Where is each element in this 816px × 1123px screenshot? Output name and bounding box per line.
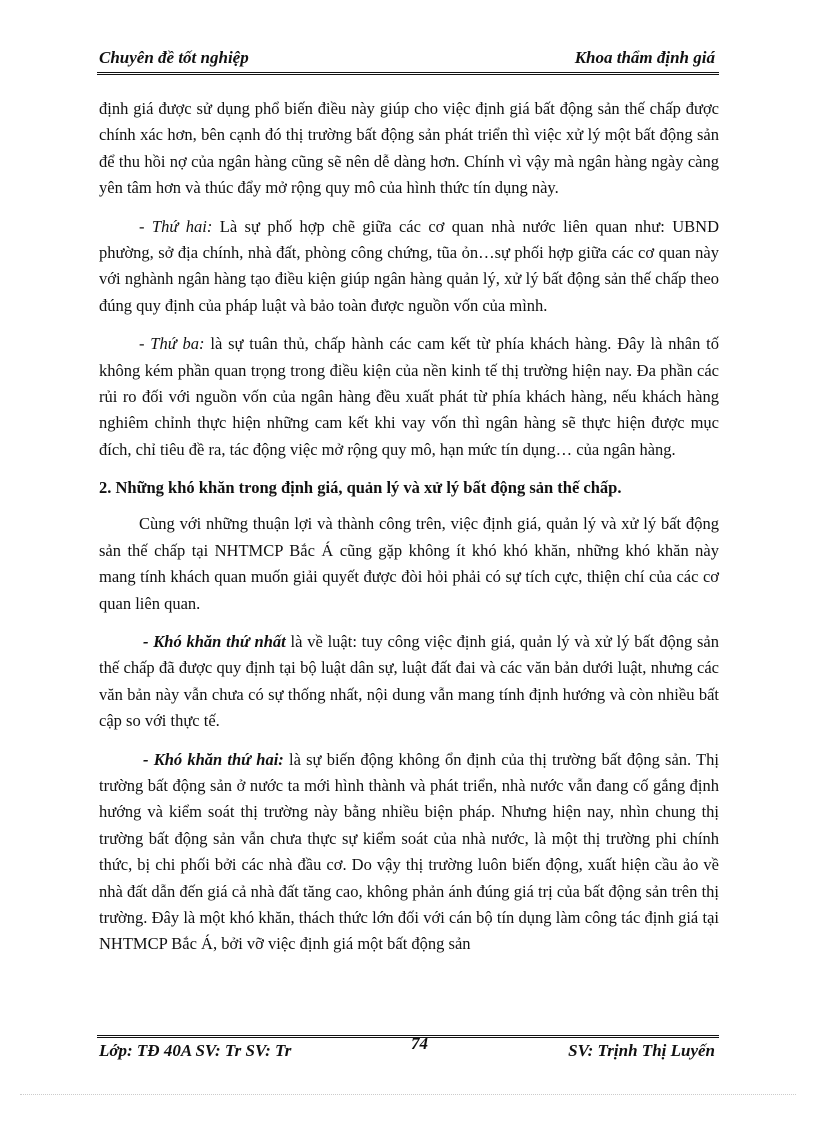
paragraph-6-text: là sự biến động không ổn định của thị trường bất động sản. Thị trường bất động sản ở nước ta mới hình thành và phát triển, nhà nước vẫn đang cố gắng định hướng và kiểm soát thị trường này bằng nhiều biện pháp. Nhưng hiện nay, nhìn chung thị trường bất động sản vẫn chưa thực sự kiểm soát của nhà nước, là một thị trường phi chính thức, bị chi phối bởi các nhà đầu cơ. Do vậy thị trường luôn biến động, xuất hiện cầu ảo về nhà đất dẫn đến giá cả nhà đất tăng cao, không phản ánh đúng giá trị của bất động sản trên thị trường. Đây là một khó khăn, thách thức lớn đối với cán bộ tín dụng làm công tác định giá tại NHTMCP Bắc Á, bởi vỡ việc định giá một bất động sản — [99, 749, 720, 954]
paragraph-5-lead: - Khó khăn thứ nhất — [143, 631, 286, 651]
page-header — [97, 46, 719, 75]
page-bottom-divider — [20, 1094, 796, 1095]
paragraph-5-text: là về luật: tuy công việc định giá, quản lý và xử lý bất động sản thế chấp đã được quy định tại bộ luật dân sự, luật đất đai và các văn bản dưới luật, nhưng các văn bản này vẫn chưa có sự thống nhất, nội dung vẫn mang tính định hướng và còn nhiều bất cập so với thực tế. — [99, 631, 719, 731]
paragraph-2-lead: - Thứ hai: — [139, 216, 213, 236]
footer-class-info: Lớp: TĐ 40A SV: Tr SV: Tr — [99, 1041, 292, 1060]
paragraph-4: Cùng với những thuận lợi và thành công trên, việc định giá, quản lý và xử lý bất động sản thế chấp tại NHTMCP Bắc Á cũng gặp không ít khó khó khăn, những khó khăn này mang tính khách quan muốn giải quyết được đòi hỏi phải có sự tích cực, thiện chí của các cơ quan liên quan. — [99, 514, 719, 613]
page-body — [99, 96, 719, 970]
section-heading: 2. Những khó khăn trong định giá, quản lý và xử lý bất động sản thế chấp. — [99, 478, 622, 498]
page-footer — [97, 1035, 719, 1066]
paragraph-6 — [99, 747, 719, 958]
paragraph-3-lead: - Thứ ba: — [139, 334, 205, 354]
paragraph-6-lead: - Khó khăn thứ hai: — [143, 749, 284, 769]
paragraph-5 — [99, 629, 719, 735]
paragraph-3 — [99, 331, 719, 463]
page-number: 74 — [411, 1034, 428, 1053]
paragraph-2-text: Là sự phố hợp chẽ giữa các cơ quan nhà nước liên quan như: UBND phường, sở địa chính, nhà đất, phòng công chứng, tũa ỏn…sự phối hợp giữa các cơ quan này với nghành ngân hàng tạo điều kiện giúp ngân hàng quản lý, xử lý bất động sản thế chấp theo đúng quy định của pháp luật và bảo toàn được nguồn vốn của mình. — [99, 216, 719, 315]
paragraph-2 — [99, 214, 719, 320]
paragraph-1: định giá được sử dụng phổ biến điều này giúp cho việc định giá bất động sản thế chấp được chính xác hơn, bên cạnh đó thị trường bất động sản phát triển thì việc xử lý một bất động sản để thu hồi nợ của ngân hàng cũng sẽ nên dễ dàng hơn. Chính vì vậy mà ngân hàng ngày càng yên tâm hơn và thúc đẩy mở rộng quy mô của hình thức tín dụng này. — [99, 99, 719, 198]
header-faculty: Khoa thẩm định giá — [574, 48, 715, 67]
paragraph-3-text: là sự tuân thủ, chấp hành các cam kết từ phía khách hàng. Đây là nhân tố không kém phần quan trọng trong điều kiện của nền kinh tế thị trường hiện nay. Đa phần các rủi ro đối với nguồn vốn của ngân hàng đều xuất phát từ phía khách hàng, nếu khách hàng nghiêm chỉnh thực hiện những cam kết khi vay vốn thì ngân hàng sẽ thực hiện được mục đích, chỉ tiêu đề ra, tác động việc mở rộng quy mô, hạn mức tín dụng… của ngân hàng. — [99, 334, 719, 459]
header-course-title: Chuyên đề tốt nghiệp — [99, 48, 249, 67]
footer-student-name: SV: Trịnh Thị Luyến — [568, 1041, 715, 1060]
